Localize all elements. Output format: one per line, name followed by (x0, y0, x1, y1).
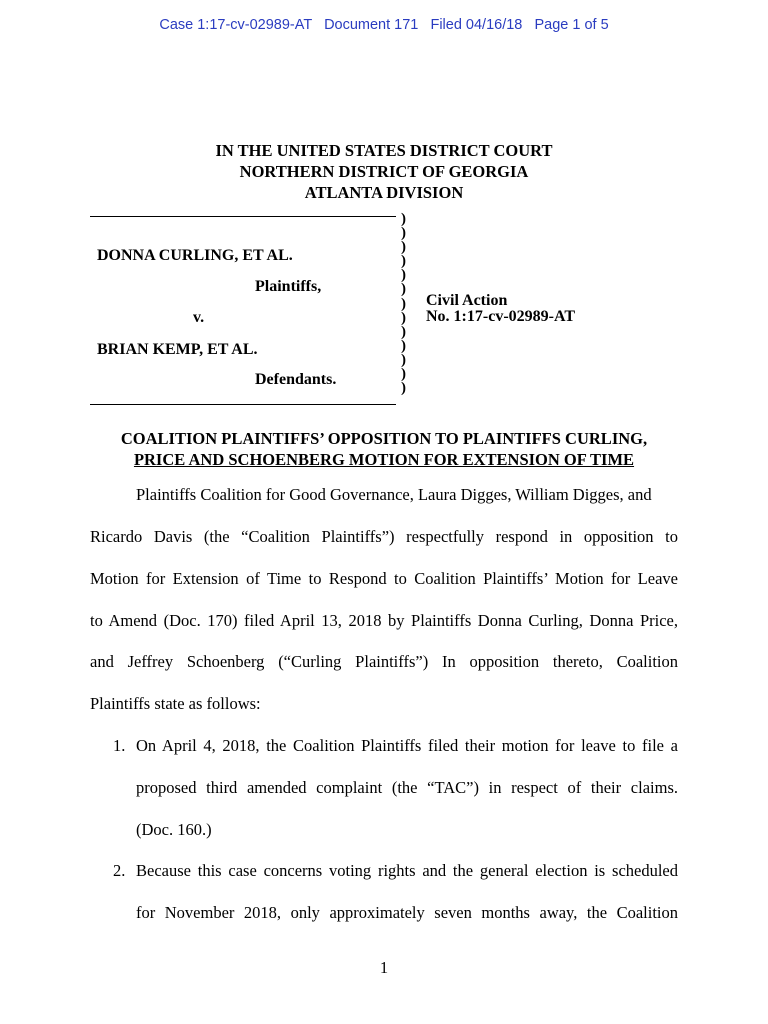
defendant-name: BRIAN KEMP, ET AL. (97, 341, 258, 358)
plaintiff-name: DONNA CURLING, ET AL. (97, 247, 293, 264)
paren: ) (401, 267, 406, 284)
paren: ) (401, 295, 406, 312)
versus: v. (193, 309, 205, 326)
court-line-3: ATLANTA DIVISION (304, 183, 464, 202)
body-line-5: and Jeffrey Schoenberg (“Curling Plaintiffs”) In opposition thereto, Coalition (90, 652, 678, 671)
paren: ) (401, 309, 406, 326)
title-line-2-text: PRICE AND SCHOENBERG MOTION FOR EXTENSION OF TIME (133, 450, 635, 469)
caption-bottom-rule (90, 404, 396, 405)
item-2-line-2: for November 2018, only approximately seven months away, the Coalition (136, 903, 678, 922)
item-2-line-1: Because this case concerns voting rights and the general election is scheduled (136, 861, 678, 880)
title-line-2 (0, 449, 768, 470)
stamp-page: Page 1 of 5 (534, 17, 609, 33)
body-line-3: Motion for Extension of Time to Respond to Coalition Plaintiffs’ Motion for Leave (90, 569, 678, 588)
paren: ) (401, 211, 406, 227)
item-2-number: 2. (113, 861, 126, 880)
item-1-line-3: (Doc. 160.) (136, 820, 212, 839)
paren: ) (401, 351, 406, 368)
paren: ) (401, 323, 406, 340)
body-line-2: Ricardo Davis (the “Coalition Plaintiffs”) respectfully respond in opposition to (90, 527, 678, 546)
paren: ) (401, 253, 406, 270)
case-number: No. 1:17-cv-02989-AT (426, 308, 576, 325)
paren: ) (401, 239, 406, 256)
paren: ) (401, 366, 406, 383)
body-line-1: Plaintiffs Coalition for Good Governance, Laura Digges, William Digges, and (136, 485, 652, 504)
stamp-filed: Filed 04/16/18 (430, 17, 523, 33)
paren: ) (401, 380, 406, 397)
caption-top-rule (90, 216, 396, 217)
motion-title (0, 428, 768, 470)
item-1-number: 1. (113, 736, 126, 755)
item-1-line-1: On April 4, 2018, the Coalition Plaintiffs filed their motion for leave to file a (136, 736, 678, 755)
body-line-4: to Amend (Doc. 170) filed April 13, 2018 by Plaintiffs Donna Curling, Donna Price, (90, 611, 678, 630)
paren: ) (401, 225, 406, 242)
filing-stamp (0, 17, 768, 33)
paren: ) (401, 337, 406, 354)
stamp-case: Case 1:17-cv-02989-AT (159, 17, 312, 33)
court-heading (0, 140, 768, 203)
caption-parentheses (401, 212, 406, 395)
page-number: 1 (379, 958, 389, 977)
civil-action-label: Civil Action (426, 292, 508, 309)
item-1-line-2: proposed third amended complaint (the “TAC”) in respect of their claims. (136, 778, 678, 797)
body-line-6: Plaintiffs state as follows: (90, 694, 261, 713)
paren: ) (401, 281, 406, 298)
court-line-1: IN THE UNITED STATES DISTRICT COURT (215, 141, 553, 160)
title-line-1: COALITION PLAINTIFFS’ OPPOSITION TO PLAINTIFFS CURLING, (120, 429, 648, 448)
case-info (426, 293, 575, 325)
court-line-2: NORTHERN DISTRICT OF GEORGIA (239, 162, 529, 181)
defendant-role: Defendants. (255, 371, 337, 388)
stamp-document: Document 171 (324, 17, 419, 33)
plaintiff-role: Plaintiffs, (255, 278, 322, 295)
